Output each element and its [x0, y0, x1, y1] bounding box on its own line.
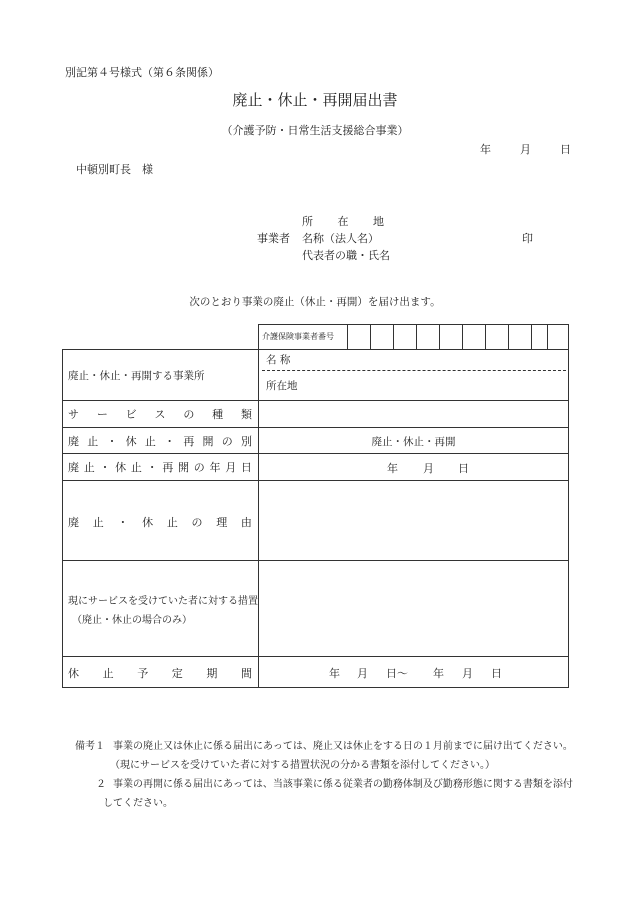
applicant-role: 事業者: [257, 232, 290, 245]
service-type-label: サ ー ビ ス の 種 類: [68, 408, 252, 421]
note-1: 事業の廃止又は休止に係る届出にあっては、廃止又は休止をする日の１月前までに届け出てください。: [113, 741, 573, 752]
effective-day: 日: [458, 462, 469, 475]
facility-address-label: 所在地: [266, 380, 298, 392]
period-day-start: 日～: [386, 667, 408, 680]
name-label: 名称（法人名）: [302, 232, 379, 245]
effective-year: 年: [387, 462, 398, 475]
measures-label-line1: 現にサービスを受けていた者に対する措置: [68, 596, 258, 607]
date-month: 月: [520, 143, 531, 156]
period-month-start: 月: [357, 667, 368, 680]
category-label: 廃 止 ・ 休 止 ・ 再 開 の 別: [68, 435, 252, 448]
address-label: 所 在 地: [302, 215, 384, 228]
period-year-start: 年: [329, 667, 340, 680]
intro-text: 次のとおり事業の廃止（休止・再開）を届け出ます。: [189, 296, 441, 308]
period-day-end: 日: [491, 667, 502, 680]
date-day: 日: [560, 143, 571, 156]
representative-label: 代表者の職・氏名: [302, 249, 390, 262]
note-2-line1: 事業の再開に係る届出にあっては、当該事業に係る従業者の勤務体制及び勤務形態に関する書類を添付: [113, 779, 573, 790]
facility-label: 廃止・休止・再開する事業所: [68, 370, 205, 382]
note-1-sub: （現にサービスを受けていた者に対する措置状況の分かる書類を添付してください。）: [110, 760, 495, 771]
page-title: 廃止・休止・再開届出書: [232, 91, 398, 109]
period-label: 休 止 予 定 期 間: [68, 667, 252, 680]
date-year: 年: [480, 143, 491, 156]
note-2-prefix: ２: [96, 779, 106, 790]
date-label: 廃 止 ・ 休 止 ・ 再 開 の 年 月 日: [68, 461, 252, 474]
facility-name-label: 名 称: [266, 354, 291, 366]
note-2-line2: してください。: [103, 798, 173, 809]
addressee: 中頓別町長 様: [76, 163, 153, 176]
form-number: 別記第４号様式（第６条関係）: [65, 66, 219, 79]
measures-label-line2: （廃止・休止の場合のみ）: [72, 615, 192, 626]
provider-number-label: 介護保険事業者番号: [262, 332, 334, 341]
period-year-end: 年: [433, 667, 444, 680]
period-month-end: 月: [462, 667, 473, 680]
reason-label: 廃 止 ・ 休 止 の 理 由: [68, 516, 252, 529]
note-prefix: 備考１: [75, 741, 105, 752]
effective-month: 月: [423, 462, 434, 475]
page-subtitle: （介護予防・日常生活支援総合事業）: [221, 124, 409, 137]
seal-mark: 印: [522, 232, 533, 245]
category-value: 廃止・休止・再開: [371, 436, 456, 448]
